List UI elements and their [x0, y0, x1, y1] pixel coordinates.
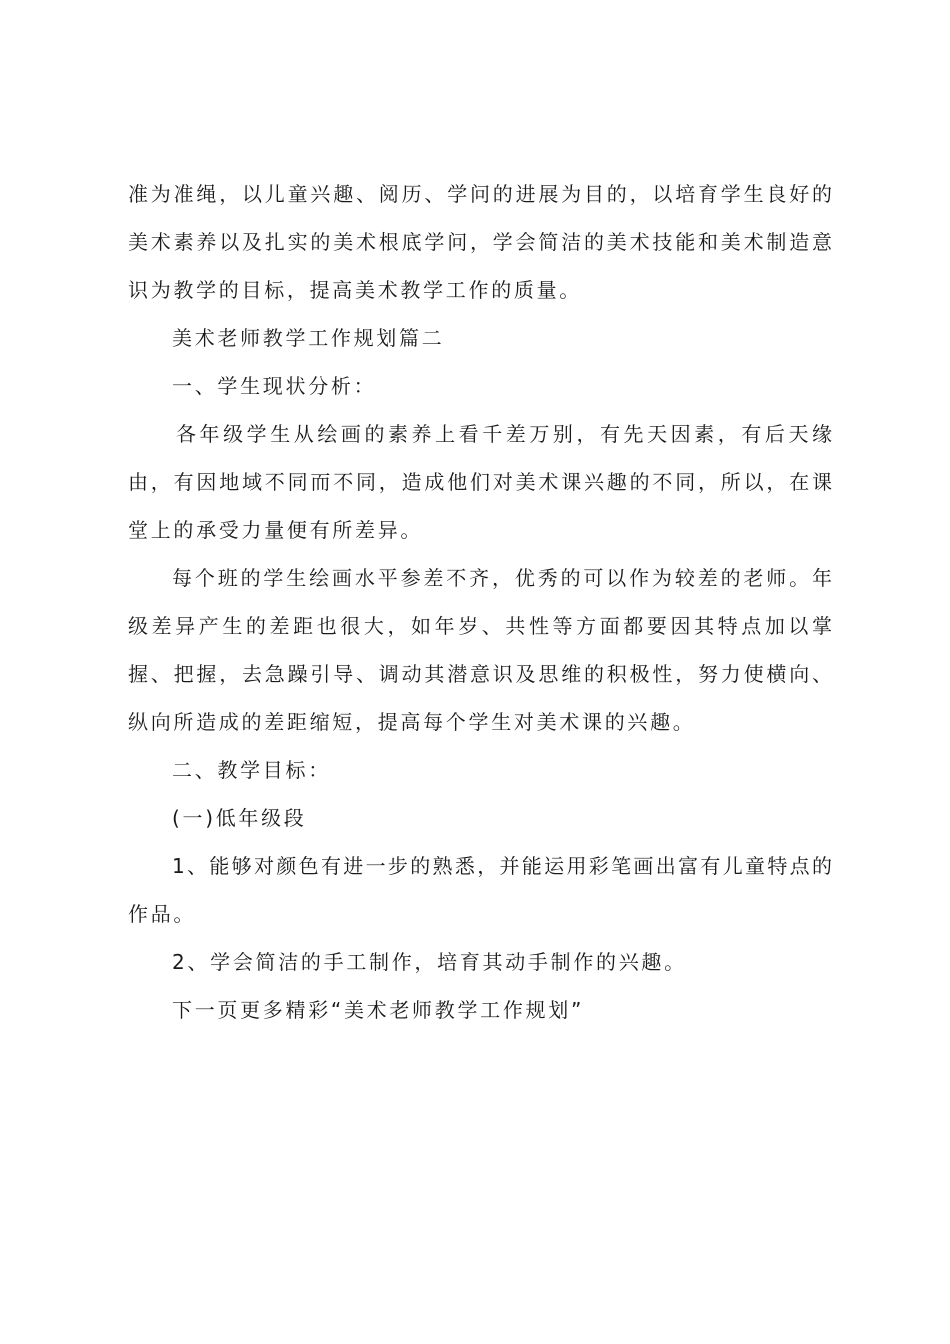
- body-text-line: 识为教学的目标，提高美术教学工作的质量。: [128, 278, 582, 302]
- section-heading: 二、教学目标：: [172, 758, 331, 782]
- body-text-line: 由，有因地域不同而不同，造成他们对美术课兴趣的不同，所以，在课: [128, 470, 832, 494]
- body-text-line: 级差异产生的差距也很大，如年岁、共性等方面都要因其特点加以掌: [128, 614, 832, 638]
- body-text-line: 美术素养以及扎实的美术根底学问，学会简洁的美术技能和美术制造意: [128, 230, 832, 254]
- body-text-line: 堂上的承受力量便有所差异。: [128, 518, 424, 542]
- body-text-line: 准为准绳，以儿童兴趣、阅历、学问的进展为目的，以培育学生良好的: [128, 182, 832, 206]
- list-item-line: 作品。: [128, 902, 197, 926]
- list-item-line: 1、能够对颜色有进一步的熟悉，并能运用彩笔画出富有儿童特点的: [172, 854, 832, 878]
- next-page-link[interactable]: 下一页更多精彩“美术老师教学工作规划”: [172, 998, 585, 1022]
- body-text-line: 各年级学生从绘画的素养上看千差万别，有先天因素，有后天缘: [176, 422, 832, 446]
- section-title: 美术老师教学工作规划篇二: [172, 326, 445, 350]
- body-text-line: 纵向所造成的差距缩短，提高每个学生对美术课的兴趣。: [128, 710, 696, 734]
- subsection-heading: (一)低年级段: [172, 806, 307, 830]
- body-text-line: 每个班的学生绘画水平参差不齐，优秀的可以作为较差的老师。年: [172, 566, 832, 590]
- document-body: [128, 182, 832, 1046]
- list-item-line: 2、学会简洁的手工制作，培育其动手制作的兴趣。: [172, 950, 687, 974]
- body-text-line: 握、把握，去急躁引导、调动其潜意识及思维的积极性，努力使横向、: [128, 662, 832, 686]
- section-heading: 一、学生现状分析：: [172, 374, 377, 398]
